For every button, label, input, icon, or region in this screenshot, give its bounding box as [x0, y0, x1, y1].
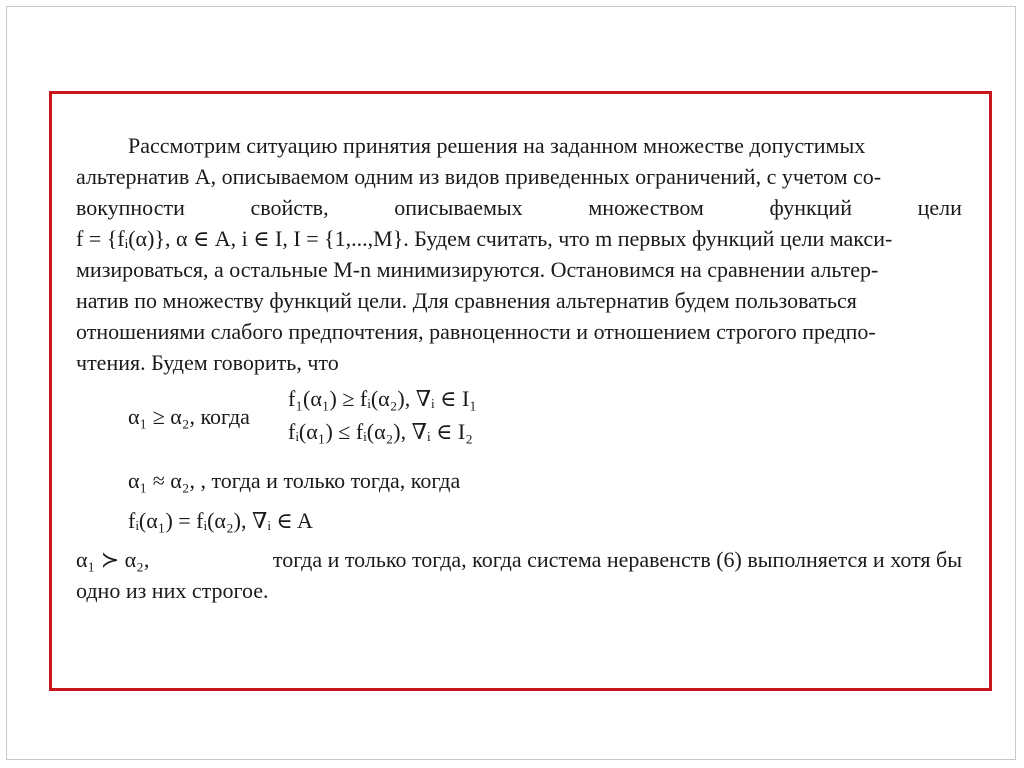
word: вокупности: [76, 195, 185, 220]
weak-case-2: fᵢ(α₁) ≤ fᵢ(α₂), ∇ᵢ ∈ I₂: [288, 419, 473, 444]
word: описываемых: [394, 195, 523, 220]
main-paragraph: [76, 130, 962, 378]
equivalence-condition: α₁ ≈ α₂, , тогда и только тогда, когда: [128, 468, 461, 493]
equivalence-formula: fᵢ(α₁) = fᵢ(α₂), ∇ᵢ ∈ A: [128, 508, 313, 533]
paragraph-line-6: натив по множеству функций цели. Для сравнения альтернатив будем пользоваться: [76, 288, 857, 313]
strict-preference-tail: одно из них строгое.: [76, 578, 269, 603]
paragraph-line-3: [76, 192, 962, 223]
strict-preference-text: [76, 544, 962, 606]
word: свойств,: [250, 195, 329, 220]
word: цели: [917, 195, 962, 220]
relations-block: [76, 382, 962, 612]
weak-preference-cases: [288, 382, 477, 448]
content-frame: [49, 91, 992, 691]
paragraph-line-4: f = {fᵢ(α)}, α ∈ A, i ∈ I, I = {1,...,M}. Будем считать, что m первых функций цели макси-: [76, 226, 893, 251]
paragraph-line-1: Рассмотрим ситуацию принятия решения на заданном множестве допустимых: [128, 133, 866, 158]
paragraph-line-5: мизироваться, а остальные M-n минимизируются. Остановимся на сравнении альтер-: [76, 257, 879, 282]
paragraph-line-7: отношениями слабого предпочтения, равноценности и отношением строгого предпо-: [76, 319, 876, 344]
strict-preference-line: [76, 544, 962, 575]
slide-content: [76, 130, 962, 612]
word: функций: [769, 195, 852, 220]
word: множеством: [588, 195, 704, 220]
strict-preference-condition: тогда и только тогда, когда система неравенств (6) выполняется и хотя бы: [272, 547, 962, 572]
paragraph-line-8: чтения. Будем говорить, что: [76, 350, 339, 375]
strict-preference-symbol: α₁ ≻ α₂,: [76, 547, 150, 572]
weak-preference-condition: α₁ ≥ α₂, когда: [128, 404, 250, 429]
weak-case-1: f₁(α₁) ≥ fᵢ(α₂), ∇ᵢ ∈ I₁: [288, 386, 477, 411]
slide: [6, 6, 1016, 760]
paragraph-line-2: альтернатив А, описываемом одним из видов приведенных ограничений, с учетом со-: [76, 164, 882, 189]
